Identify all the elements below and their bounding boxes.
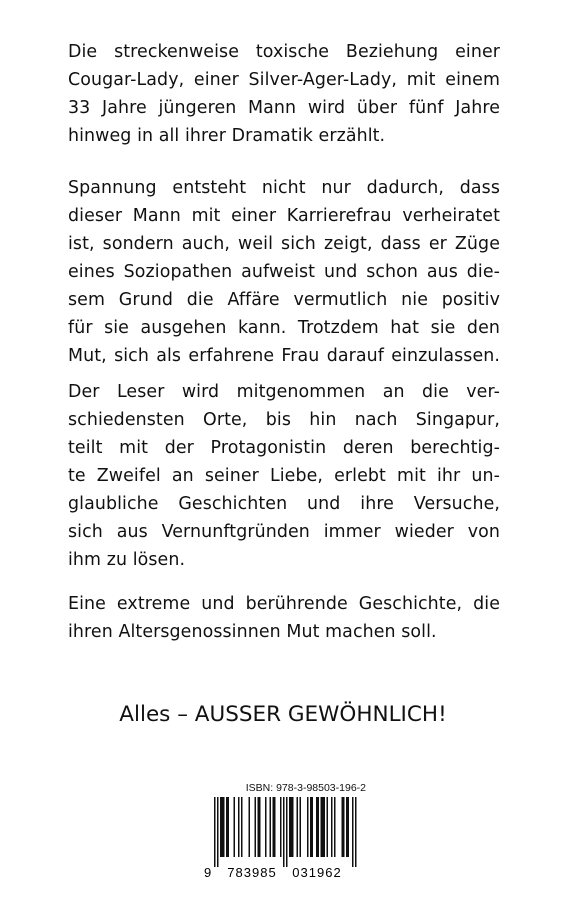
barcode-bar bbox=[322, 797, 324, 857]
barcode-bar bbox=[222, 797, 224, 857]
barcode-bar bbox=[297, 797, 299, 857]
barcode-bar bbox=[316, 797, 318, 857]
barcode-bar bbox=[300, 797, 302, 857]
blurb-line: sich aus Vernunftgründen immer wieder von bbox=[68, 522, 500, 542]
isbn-label: ISBN: 978-3-98503-196-2 bbox=[245, 782, 366, 794]
blurb-paragraph-3 bbox=[68, 378, 500, 574]
barcode-bar bbox=[283, 797, 285, 867]
barcode-bar bbox=[249, 797, 251, 857]
blurb-line: Eine extreme und berührende Geschichte, die bbox=[68, 594, 500, 614]
barcode-bar bbox=[223, 797, 225, 857]
barcode-bar bbox=[226, 797, 228, 857]
barcode-bar bbox=[310, 797, 312, 857]
barcode-bar bbox=[241, 797, 243, 857]
blurb-paragraph-1 bbox=[68, 38, 500, 150]
blurb-line: Die streckenweise toxische Beziehung einer bbox=[68, 42, 500, 62]
blurb-line: für sie ausgehen kann. Trotzdem hat sie den bbox=[68, 318, 500, 338]
barcode-bar bbox=[289, 797, 291, 857]
barcode-bar bbox=[324, 797, 326, 857]
barcode-bar bbox=[270, 797, 272, 857]
barcode-bar bbox=[343, 797, 345, 857]
blurb-line: dieser Mann mit einer Karrierefrau verheiratet bbox=[68, 206, 500, 226]
blurb-line: teilt mit der Protagonistin deren berechtig- bbox=[68, 438, 500, 458]
barcode-bar bbox=[334, 797, 336, 857]
barcode-right-digits: 031962 bbox=[292, 865, 342, 880]
barcode-bar bbox=[280, 797, 282, 857]
blurb-line: ihren Altersgenossinnen Mut machen soll. bbox=[68, 622, 437, 642]
barcode-left-digits: 783985 bbox=[227, 865, 277, 880]
blurb-line: ist, sondern auch, weil sich zeigt, dass er Züge bbox=[68, 234, 500, 254]
barcode-bar bbox=[348, 797, 350, 857]
blurb-line: schiedensten Orte, bis hin nach Singapur, bbox=[68, 410, 500, 430]
barcode-graphic bbox=[202, 797, 366, 881]
barcode-bar bbox=[214, 797, 216, 867]
blurb-line: Spannung entsteht nicht nur dadurch, dass bbox=[68, 178, 500, 198]
barcode-bar bbox=[346, 797, 348, 857]
barcode-bar bbox=[234, 797, 236, 857]
blurb-line: ihm zu lösen. bbox=[68, 550, 186, 570]
blurb-line: glaubliche Geschichten und ihre Versuche, bbox=[68, 494, 500, 514]
barcode-bar bbox=[342, 797, 344, 857]
barcode-bar bbox=[220, 797, 222, 857]
barcode-first-digit: 9 bbox=[204, 865, 212, 880]
barcode-bar bbox=[312, 797, 314, 857]
barcode-bar bbox=[273, 797, 275, 857]
barcode-bar bbox=[318, 797, 320, 857]
barcode-bar bbox=[274, 797, 276, 857]
barcode-bar bbox=[217, 797, 219, 867]
blurb-paragraph-4 bbox=[68, 590, 500, 646]
barcode-bar bbox=[228, 797, 230, 857]
barcode-bar bbox=[355, 797, 357, 867]
isbn-barcode bbox=[202, 782, 366, 882]
blurb-line: Mut, sich als erfahrene Frau darauf einzulassen. bbox=[68, 346, 500, 366]
blurb-line: te Zweifel an seiner Liebe, erlebt mit ihr un- bbox=[68, 466, 500, 486]
barcode-bar bbox=[292, 797, 294, 857]
blurb-line: 33 Jahre jüngeren Mann wird über fünf Jahre bbox=[68, 98, 500, 118]
blurb-paragraph-2 bbox=[68, 174, 500, 370]
barcode-bar bbox=[259, 797, 261, 857]
barcode-bar bbox=[258, 797, 260, 857]
barcode-bar bbox=[331, 797, 333, 857]
blurb-line: Cougar-Lady, einer Silver-Ager-Lady, mit einem bbox=[68, 70, 500, 90]
barcode-bar bbox=[321, 797, 323, 857]
barcode-bar bbox=[291, 797, 293, 857]
barcode-bar bbox=[238, 797, 240, 857]
blurb-line: sem Grund die Affäre vermutlich nie positiv bbox=[68, 290, 500, 310]
blurb-line: Der Leser wird mitgenommen an die ver- bbox=[68, 382, 500, 402]
blurb-line: eines Soziopathen aufweist und schon aus die- bbox=[68, 262, 500, 282]
barcode-bar bbox=[307, 797, 309, 857]
slogan: Alles – AUSSER GEWÖHNLICH! bbox=[119, 702, 447, 727]
barcode-bar bbox=[286, 797, 288, 867]
barcode-bar bbox=[352, 797, 354, 867]
barcode-bar bbox=[265, 797, 267, 857]
barcode-bar bbox=[255, 797, 257, 857]
barcode-bar bbox=[327, 797, 329, 857]
blurb-line: hinweg in all ihrer Dramatik erzählt. bbox=[68, 126, 386, 146]
